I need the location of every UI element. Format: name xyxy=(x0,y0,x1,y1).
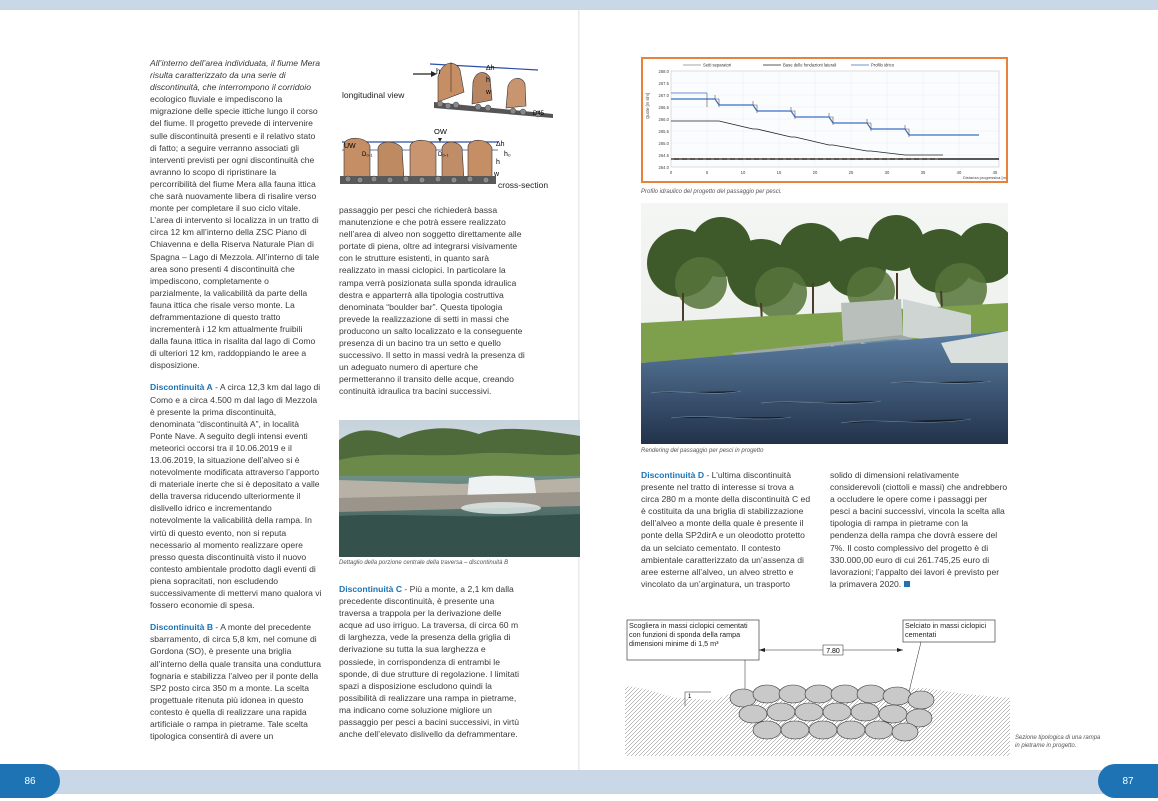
disc-c-text: - Più a monte, a 2,1 km dalla precedente discontinuità, è presente una traversa a trappola per la derivazione delle acque ad uso irriguo. La traversa, di circa 60 m di larghezza, vede la presenza della griglia di derivazione su tutta la sua larghezza e possiede, in corrispondenza di entrambi le sponde, di due strutture di regolazione. I limitati spazi a disposizione escludono quindi la possibilità di realizzare una rampa in pietrame, ma indicano come soluzione migliore un passaggio per pesci a bacini successivi, in virtù anche dell’elevato dislivello da deframmentare. xyxy=(339,584,520,740)
disc-a-text: - A circa 12,3 km dal lago di Como e a circa 4.500 m dal lago di Mezzola è presente la prima discontinuità, denominata “discontinuità A”, in località Ponte Nave. A seguito degli intensi eventi meteorici occorsi tra il 10.06.2019 e il 13.06.2019, la situazione dell’alveo si è notevolmente modificata attraverso l’apporto di materiale inerte che si è depositato a valle della traversa riducendo ulteriormente il dislivello idrico e incrementando notevolmente la valicabilità della rampa. In virtù di questo evento, non si reputa necessario al momento realizzare opere presso questa discontinuità visto il nuovo contesto ambientale prodotto dagli eventi di piena sopracitati, non escludendo successivamente di mettervi mano qualora vi fossero economie di spesa. xyxy=(150,382,322,611)
xtick-0: 0 xyxy=(669,170,673,175)
diag-w2: w xyxy=(494,171,500,178)
x-axis-label: Distanza progressiva [m] xyxy=(963,175,1006,180)
section-diagram xyxy=(625,618,1015,756)
top-band xyxy=(0,0,1158,10)
disc-d-heading: Discontinuità D xyxy=(641,470,705,480)
diag-h3: h xyxy=(496,159,500,166)
section-label-left: Scogliera in massi ciclopici cementati con funzioni di sponda della rampa dimensioni minime di 1,5 m³ xyxy=(629,621,748,648)
left-column-1 xyxy=(150,57,322,752)
caption-rendering: Rendering del passaggio per pesci in progetto xyxy=(641,448,764,454)
disc-d-continuation xyxy=(830,469,1008,590)
disc-b-text: - A monte del precedente sbarramento, di circa 5,8 km, nel comune di Gordona (SO), è presente una briglia all’interno della quale transita una conduttura fognaria e stabilizza l’alveo per il ponte della SP2 posto circa 350 m a monte. La scelta progettuale ritenuta più idonea in questo contesto è quella di realizzare una rapida artificiale o rampa in pietrame. Tale scelta tipologica consentirà di avere un xyxy=(150,622,322,742)
intro-paragraph xyxy=(150,57,322,371)
rendering-fish-pass xyxy=(641,203,1008,444)
xtick-4: 20 xyxy=(812,170,818,175)
section-label-right: Selciato in massi ciclopici cementati xyxy=(905,621,987,639)
disc-a-paragraph xyxy=(150,381,322,611)
boulder-bar-diagram xyxy=(338,52,558,192)
legend-base: Base delle fondazioni laterali xyxy=(783,62,837,68)
legend-setti: Setti separatori xyxy=(703,62,732,68)
xtick-9: 45 xyxy=(992,170,998,175)
left-column-2 xyxy=(339,204,527,408)
cross-section-label: cross-section xyxy=(498,180,549,190)
longitudinal-view-label: longitudinal view xyxy=(342,90,405,100)
section-slope: 1 xyxy=(688,694,692,700)
disc-b-paragraph xyxy=(150,621,322,742)
xtick-3: 15 xyxy=(776,170,782,175)
end-mark-icon xyxy=(904,581,910,587)
diag-d45: D45 xyxy=(533,111,545,117)
disc-c-heading: Discontinuità C xyxy=(339,584,403,594)
intro-body: ecologico fluviale e impediscono la migrazione delle specie ittiche lungo il corso del fiume. Il progetto prevede di intervenire sulle discontinuità presenti e il relativo stato di fatto; a seguire verranno associati gli interventi previsti per ogni discontinuità che avranno lo scopo di ripristinare la percorribilità del fiume Mera alla fauna ittica che sarà nuovamente libera di risalire verso monte per completare il suo ciclo vitale. L’area di intervento si localizza in un tratto di circa 12 km all’interno della ZSC Piano di Chiavenna e della Riserva Naturale Pian di Spagna – Lago di Mezzola. All’interno di tale area sono presenti 4 discontinuità che impediscono, completamente o parzialmente, la valicabilità da parte della fauna ittica che risale verso monte. La deframmentazione di questo tratto incrementerà i 12 km attualmente fruibili dalla fauna ittica in risalita dal lago di Como di ulteriori 12 km, raddoppiando le aree a disposizione. xyxy=(150,94,320,371)
disc-a-heading: Discontinuità A xyxy=(150,382,213,393)
caption-profile: Profilo idraulico del progetto del passaggio per pesci. xyxy=(641,189,782,195)
legend-profilo: Profilo idrico xyxy=(871,62,895,68)
disc-b-heading: Discontinuità B xyxy=(150,622,214,633)
bottom-band xyxy=(0,770,1158,794)
ytick-0: 268.0 xyxy=(658,69,669,74)
section-dimension: 7.80 xyxy=(826,648,840,655)
ytick-4: 266.0 xyxy=(658,117,669,122)
right-column-1 xyxy=(641,469,813,600)
ytick-1: 267.5 xyxy=(658,81,669,86)
diag-h: h xyxy=(436,67,441,76)
ytick-5: 265.5 xyxy=(658,129,669,134)
diag-dbs1: D₀.₁ xyxy=(362,152,373,158)
disc-c-paragraph xyxy=(339,583,521,740)
ytick-8: 264.0 xyxy=(658,165,669,170)
diag-dh: Δh xyxy=(486,65,495,72)
disc-b-continuation: passaggio per pesci che richiederà bassa manutenzione e che potrà essere realizzato nell’area di alveo non soggetto direttamente alle portate di piena, oltre ad integrarsi visivamente con le strutture esistenti, in quanto sarà realizzato in massi ciclopici. In particolare la rampa verrà posizionata sulla sponda idraulica destra e apparterrà alla tipologia costruttiva denominata “boulder bar”. Questa tipologia prevede la realizzazione di setti in massi che producono un salto localizzato e la conseguente presenza di un bacino tra un setto e quello successivo. Il setto in massi vedrà la presenza di un adeguato numero di aperture che permetteranno il transito delle acque, creando continuità idraulica tra bacini successivi. xyxy=(339,205,525,397)
photo-weir-b xyxy=(339,420,580,557)
xtick-8: 40 xyxy=(956,170,962,175)
xtick-7: 35 xyxy=(920,170,926,175)
page-number-left: 86 xyxy=(0,764,60,798)
diag-dbs2: D₀.₁ xyxy=(438,152,449,158)
xtick-1: 5 xyxy=(705,170,709,175)
left-column-2b xyxy=(339,583,521,750)
page-number-right: 87 xyxy=(1098,764,1158,798)
ytick-3: 266.5 xyxy=(658,105,669,110)
page-fold xyxy=(578,10,580,770)
caption-section: Sezione tipologica di una rampa in pietrame in progetto. xyxy=(1015,735,1101,749)
disc-d-continuation-text: solido di dimensioni relativamente considerevoli (ciottoli e massi) che andrebbero a occludere le opere come i passaggi per pesci a bacini successivi, vincola la scelta alla tipologia di rampa in pietrame con la pendenza della rampa che dovrà essere del 7%. Il costo complessivo del progetto è di 330.000,00 euro di cui 261.745,25 euro di lavorazioni; l’appalto dei lavori è previsto per la primavera 2020. xyxy=(830,470,1008,589)
hydraulic-profile-chart xyxy=(641,57,1008,183)
xtick-5: 25 xyxy=(848,170,854,175)
xtick-2: 10 xyxy=(740,170,746,175)
diag-ow: OW xyxy=(434,127,447,136)
diag-w: w xyxy=(486,89,492,96)
diag-h2: h xyxy=(486,77,490,84)
ytick-7: 264.5 xyxy=(658,153,669,158)
diag-h0: h₀ xyxy=(504,151,511,158)
disc-d-paragraph xyxy=(641,469,813,590)
right-column-2 xyxy=(830,469,1008,600)
disc-d-text: - L’ultima discontinuità presente nel tratto di interesse si trova a circa 280 m a monte della discontinuità C ed è costituita da una briglia di stabilizzazione dell’alveo a monte della quale è presente il ponte della SP2dirA e un oleodotto protetto da un selciato cementato. Il contesto ambientale caratterizzato da un’assenza di aree esterne all’alveo, un alveo stretto e vincolato da un’arginatura, un trasporto xyxy=(641,470,811,589)
xtick-6: 30 xyxy=(884,170,890,175)
diag-uw: UW xyxy=(344,143,356,150)
ytick-6: 265.0 xyxy=(658,141,669,146)
ytick-2: 267.0 xyxy=(658,93,669,98)
y-axis-label: Quote [m slm] xyxy=(645,92,650,119)
diag-dh2: Δh xyxy=(496,141,505,148)
intro-italic: All’interno dell’area individuata, il fiume Mera risulta caratterizzato da una serie di discontinuità, che interrompono il corridoio xyxy=(150,58,321,93)
caption-photo-b: Dettaglio della porzione centrale della traversa – discontinuità B xyxy=(339,560,509,566)
